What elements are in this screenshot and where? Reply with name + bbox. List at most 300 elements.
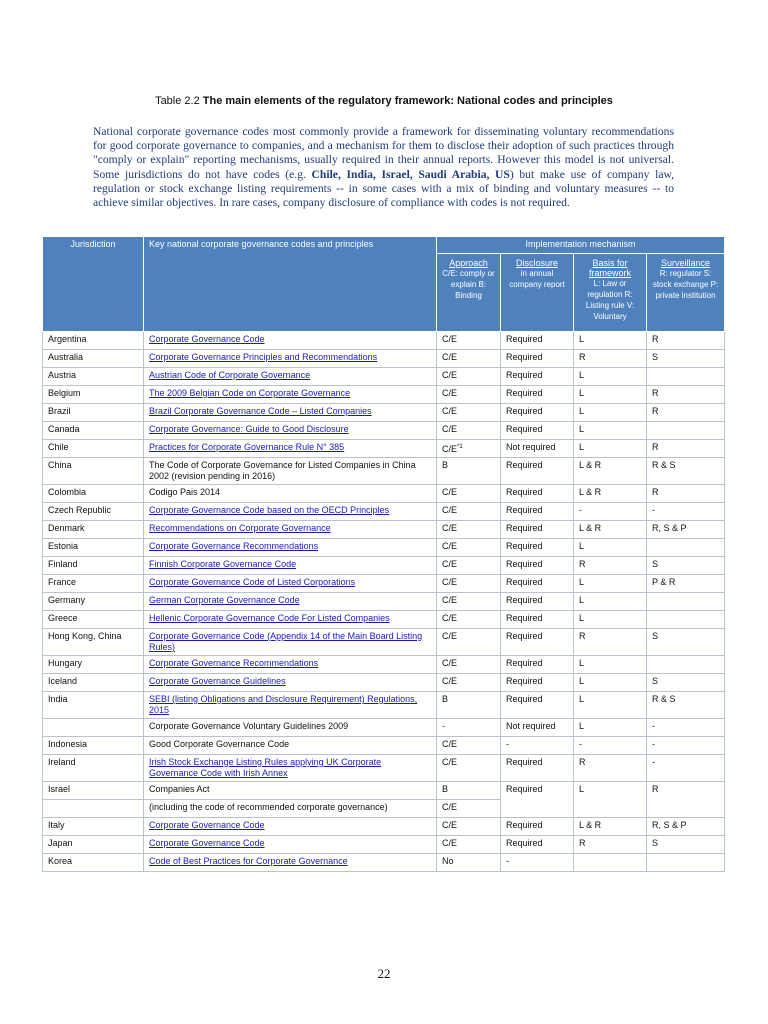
disclosure-cell-text: Required xyxy=(506,424,543,434)
jurisdiction-cell-text: Denmark xyxy=(48,523,85,533)
surveillance-cell xyxy=(647,818,725,836)
table-row xyxy=(43,692,725,719)
jurisdiction-cell-text: Korea xyxy=(48,856,73,866)
code-link[interactable]: Corporate Governance Code (Appendix 14 of the Main Board Listing Rules) xyxy=(149,631,423,652)
surveillance-cell-text: R xyxy=(652,334,659,344)
disclosure-cell xyxy=(501,674,574,692)
jurisdiction-cell-text: Colombia xyxy=(48,487,87,497)
surveillance-cell xyxy=(647,350,725,368)
jurisdiction-cell-text: Japan xyxy=(48,838,73,848)
disclosure-cell-text: Required xyxy=(506,541,543,551)
basis-cell-text: L & R xyxy=(579,820,602,830)
basis-cell-text: R xyxy=(579,838,586,848)
approach-cell-text: - xyxy=(442,721,445,731)
disclosure-cell-text: - xyxy=(506,739,509,749)
disclosure-cell xyxy=(501,593,574,611)
jurisdiction-cell xyxy=(43,674,144,692)
disclosure-cell-text: Required xyxy=(506,523,543,533)
approach-cell-text: C/E xyxy=(442,444,458,454)
basis-cell-text: L xyxy=(579,694,585,704)
disclosure-cell-text: Required xyxy=(506,505,543,515)
surveillance-cell xyxy=(647,719,725,737)
surveillance-cell xyxy=(647,503,725,521)
surveillance-cell-text: S xyxy=(652,559,659,569)
code-cell xyxy=(144,575,437,593)
basis-cell-text: L xyxy=(579,541,585,551)
table-row xyxy=(43,539,725,557)
disclosure-cell xyxy=(501,854,574,872)
basis-cell xyxy=(574,755,647,782)
basis-cell xyxy=(574,503,647,521)
code-link[interactable]: Corporate Governance Principles and Recommendations xyxy=(149,352,378,362)
code-link[interactable]: Corporate Governance Code based on the OECD Principles xyxy=(149,505,390,515)
disclosure-cell xyxy=(501,539,574,557)
disclosure-cell xyxy=(501,737,574,755)
table-row xyxy=(43,503,725,521)
basis-cell: L xyxy=(574,782,647,818)
code-cell xyxy=(144,593,437,611)
approach-cell-text: C/E xyxy=(442,523,458,533)
code-link[interactable]: Corporate Governance Code xyxy=(149,334,265,344)
basis-cell-text: L xyxy=(579,424,585,434)
approach-cell-text: C/E xyxy=(442,838,458,848)
header-approach: Approach C/E: comply or explain B: Binding xyxy=(437,254,501,332)
code-link[interactable]: The 2009 Belgian Code on Corporate Governance xyxy=(149,388,351,398)
approach-cell xyxy=(437,368,501,386)
approach-cell xyxy=(437,737,501,755)
code-cell xyxy=(144,386,437,404)
table-row xyxy=(43,674,725,692)
code-cell xyxy=(144,719,437,737)
disclosure-cell-text: Required xyxy=(506,694,543,704)
code-cell xyxy=(144,737,437,755)
header-surveillance: Surveillance R: regulator S: stock exchange P: private institution xyxy=(647,254,725,332)
surveillance-cell xyxy=(647,458,725,485)
approach-cell xyxy=(437,818,501,836)
jurisdiction-cell-text: France xyxy=(48,577,77,587)
code-cell xyxy=(144,368,437,386)
surveillance-cell xyxy=(647,485,725,503)
header-basis: Basis for framework L: Law or regulation R: Listing rule V: Voluntary xyxy=(574,254,647,332)
jurisdiction-cell-text: Indonesia xyxy=(48,739,88,749)
jurisdiction-cell-text: Hong Kong, China xyxy=(48,631,122,641)
basis-cell xyxy=(574,674,647,692)
basis-cell xyxy=(574,332,647,350)
basis-cell xyxy=(574,485,647,503)
approach-cell xyxy=(437,521,501,539)
disclosure-cell xyxy=(501,350,574,368)
surveillance-cell-text: S xyxy=(652,676,659,686)
table-row xyxy=(43,440,725,458)
code-cell-text: Corporate Governance Voluntary Guidelines 2009 xyxy=(149,721,349,731)
basis-cell-text: L xyxy=(579,406,585,416)
approach-cell: B xyxy=(437,782,501,800)
jurisdiction-cell xyxy=(43,440,144,458)
jurisdiction-cell-text: Finland xyxy=(48,559,78,569)
approach-cell-text: C/E xyxy=(442,406,458,416)
code-cell-text: The Code of Corporate Governance for Listed Companies in China 2002 (revision pending in 2016) xyxy=(149,460,416,481)
jurisdiction-cell xyxy=(43,332,144,350)
jurisdiction-cell xyxy=(43,836,144,854)
disclosure-cell xyxy=(501,719,574,737)
code-link[interactable]: Brazil Corporate Governance Code – Listed Companies xyxy=(149,406,372,416)
code-link[interactable]: Corporate Governance Recommendations xyxy=(149,541,319,551)
surveillance-cell xyxy=(647,422,725,440)
surveillance-cell-text: R xyxy=(652,406,659,416)
disclosure-cell xyxy=(501,575,574,593)
jurisdiction-cell-text: Belgium xyxy=(48,388,81,398)
disclosure-cell xyxy=(501,458,574,485)
code-link[interactable]: Austrian Code of Corporate Governance xyxy=(149,370,311,380)
surveillance-cell-text: R, S & P xyxy=(652,820,687,830)
surveillance-cell xyxy=(647,386,725,404)
basis-cell xyxy=(574,737,647,755)
jurisdiction-cell xyxy=(43,350,144,368)
approach-cell-text: C/E xyxy=(442,334,458,344)
basis-cell xyxy=(574,458,647,485)
jurisdiction-cell xyxy=(43,755,144,782)
code-cell xyxy=(144,656,437,674)
disclosure-cell-text: Required xyxy=(506,658,543,668)
disclosure-cell-text: Required xyxy=(506,838,543,848)
jurisdiction-cell xyxy=(43,656,144,674)
code-link[interactable]: Corporate Governance Code xyxy=(149,838,265,848)
disclosure-cell-text: Required xyxy=(506,388,543,398)
surveillance-cell-text: - xyxy=(652,757,655,767)
code-cell: Companies Act xyxy=(144,782,437,800)
code-cell xyxy=(144,521,437,539)
disclosure-cell-text: Required xyxy=(506,757,543,767)
basis-cell xyxy=(574,386,647,404)
basis-cell xyxy=(574,404,647,422)
header-disclosure: Disclosure in annual company report xyxy=(501,254,574,332)
approach-cell xyxy=(437,440,501,458)
jurisdiction-cell xyxy=(43,404,144,422)
surveillance-cell xyxy=(647,854,725,872)
jurisdiction-cell xyxy=(43,593,144,611)
approach-cell-text: C/E xyxy=(442,424,458,434)
code-cell xyxy=(144,503,437,521)
jurisdiction-cell-text: Austria xyxy=(48,370,77,380)
surveillance-cell xyxy=(647,440,725,458)
basis-cell-text: L xyxy=(579,334,585,344)
approach-cell xyxy=(437,692,501,719)
code-cell xyxy=(144,485,437,503)
header-codes: Key national corporate governance codes and principles xyxy=(144,237,437,332)
jurisdiction-cell xyxy=(43,458,144,485)
basis-cell-text: L xyxy=(579,595,585,605)
disclosure-cell xyxy=(501,557,574,575)
code-cell xyxy=(144,674,437,692)
approach-cell xyxy=(437,719,501,737)
table-row xyxy=(43,386,725,404)
approach-cell xyxy=(437,656,501,674)
code-cell xyxy=(144,332,437,350)
approach-cell-text: C/E xyxy=(442,487,458,497)
approach-cell xyxy=(437,836,501,854)
surveillance-cell-text: - xyxy=(652,721,655,731)
basis-cell xyxy=(574,692,647,719)
jurisdiction-cell-text: China xyxy=(48,460,72,470)
code-cell xyxy=(144,629,437,656)
table-row xyxy=(43,755,725,782)
disclosure-cell-text: Required xyxy=(506,559,543,569)
jurisdiction-cell xyxy=(43,368,144,386)
surveillance-cell-text: S xyxy=(652,631,659,641)
jurisdiction-cell-text: Australia xyxy=(48,352,84,362)
approach-cell xyxy=(437,350,501,368)
approach-cell xyxy=(437,611,501,629)
surveillance-cell-text: R & S xyxy=(652,694,676,704)
approach-cell-text: C/E xyxy=(442,739,458,749)
approach-cell-text: C/E xyxy=(442,613,458,623)
disclosure-cell xyxy=(501,422,574,440)
basis-cell xyxy=(574,836,647,854)
basis-cell xyxy=(574,818,647,836)
surveillance-cell xyxy=(647,368,725,386)
basis-cell-text: L xyxy=(579,658,585,668)
approach-cell xyxy=(437,332,501,350)
disclosure-cell xyxy=(501,386,574,404)
disclosure-cell-text: Required xyxy=(506,676,543,686)
code-cell xyxy=(144,854,437,872)
basis-cell xyxy=(574,854,647,872)
jurisdiction-cell xyxy=(43,485,144,503)
table-row xyxy=(43,818,725,836)
approach-cell xyxy=(437,539,501,557)
jurisdiction-cell-text: Hungary xyxy=(48,658,83,668)
basis-cell-text: L xyxy=(579,613,585,623)
basis-cell-text: - xyxy=(579,739,582,749)
jurisdiction-cell-text: Germany xyxy=(48,595,86,605)
disclosure-cell-text: Required xyxy=(506,460,543,470)
code-cell xyxy=(144,557,437,575)
basis-cell-text: L & R xyxy=(579,523,602,533)
page-number: 22 xyxy=(377,966,391,981)
jurisdiction-cell: Israel xyxy=(43,782,144,800)
disclosure-cell xyxy=(501,521,574,539)
code-link[interactable]: German Corporate Governance Code xyxy=(149,595,300,605)
approach-cell xyxy=(437,386,501,404)
approach-cell xyxy=(437,503,501,521)
jurisdiction-cell xyxy=(43,854,144,872)
footnote-marker: *1 xyxy=(457,444,463,450)
surveillance-cell-text: P & R xyxy=(652,577,676,587)
surveillance-cell xyxy=(647,593,725,611)
disclosure-cell xyxy=(501,836,574,854)
table-row xyxy=(43,458,725,485)
jurisdiction-cell xyxy=(43,539,144,557)
jurisdiction-cell-text: India xyxy=(48,694,68,704)
approach-cell-text: C/E xyxy=(442,595,458,605)
approach-cell-text: C/E xyxy=(442,370,458,380)
code-link[interactable]: Code of Best Practices for Corporate Governance xyxy=(149,856,348,866)
approach-cell-text: C/E xyxy=(442,631,458,641)
disclosure-cell xyxy=(501,755,574,782)
basis-cell xyxy=(574,368,647,386)
surveillance-cell xyxy=(647,611,725,629)
table-row xyxy=(43,575,725,593)
surveillance-cell-text: S xyxy=(652,838,659,848)
surveillance-cell-text: - xyxy=(652,739,655,749)
basis-cell xyxy=(574,422,647,440)
approach-cell-text: B xyxy=(442,694,449,704)
basis-cell-text: L & R xyxy=(579,460,602,470)
jurisdiction-cell xyxy=(43,818,144,836)
code-cell xyxy=(144,836,437,854)
disclosure-cell xyxy=(501,503,574,521)
disclosure-cell-text: Required xyxy=(506,487,543,497)
code-link[interactable]: Corporate Governance Guidelines xyxy=(149,676,286,686)
basis-cell-text: R xyxy=(579,631,586,641)
jurisdiction-cell-text: Canada xyxy=(48,424,80,434)
code-cell-text: Codigo Pais 2014 xyxy=(149,487,221,497)
code-cell xyxy=(144,539,437,557)
surveillance-cell: R xyxy=(647,782,725,818)
code-link[interactable]: Practices for Corporate Governance Rule N° 385 xyxy=(149,442,345,452)
surveillance-cell xyxy=(647,332,725,350)
disclosure-cell-text: Not required xyxy=(506,442,556,452)
approach-cell-text: C/E xyxy=(442,505,458,515)
table-row xyxy=(43,836,725,854)
code-link[interactable]: Finnish Corporate Governance Code xyxy=(149,559,297,569)
code-cell xyxy=(144,818,437,836)
code-link[interactable]: SEBI (listing Obligations and Disclosure Requirement) Regulations, 2015 xyxy=(149,694,418,715)
code-link[interactable]: Corporate Governance Code of Listed Corporations xyxy=(149,577,356,587)
basis-cell xyxy=(574,593,647,611)
basis-cell-text: R xyxy=(579,757,586,767)
table-row xyxy=(43,350,725,368)
header-jurisdiction: Jurisdiction xyxy=(43,237,144,332)
surveillance-cell xyxy=(647,656,725,674)
disclosure-cell xyxy=(501,404,574,422)
intro-paragraph: National corporate governance codes most commonly provide a framework for disseminating voluntary recommendations for good corporate governance to companies, and a mechanism for them to disclose their adoption of such practices through "comply or explain" reporting mechanisms, usually required in their annual reports. However this model is not universal. Some jurisdictions do not have codes (e.g. Chile, India, Israel, Saudi Arabia, US) but make use of company law, regulation or stock exchange listing requirements -- in some cases with a mix of binding and voluntary measures -- to achieve similar objectives. In rare cases, company disclosure of compliance with codes is not required. xyxy=(93,125,675,210)
surveillance-cell-text: R xyxy=(652,388,659,398)
disclosure-cell-text: Required xyxy=(506,334,543,344)
surveillance-cell xyxy=(647,521,725,539)
jurisdiction-cell xyxy=(43,737,144,755)
approach-cell xyxy=(437,674,501,692)
approach-cell-text: No xyxy=(442,856,454,866)
code-cell-text: Good Corporate Governance Code xyxy=(149,739,290,749)
disclosure-cell-text: Not required xyxy=(506,721,556,731)
table-row xyxy=(43,593,725,611)
disclosure-cell xyxy=(501,656,574,674)
approach-cell: C/E xyxy=(437,800,501,818)
approach-cell-text: B xyxy=(442,460,449,470)
disclosure-cell xyxy=(501,332,574,350)
header-implementation: Implementation mechanism xyxy=(437,237,725,254)
code-link[interactable]: Irish Stock Exchange Listing Rules applying UK Corporate Governance Code with Irish Annex xyxy=(149,757,382,778)
jurisdiction-cell xyxy=(43,386,144,404)
surveillance-cell xyxy=(647,755,725,782)
surveillance-cell xyxy=(647,404,725,422)
basis-cell xyxy=(574,539,647,557)
approach-cell xyxy=(437,854,501,872)
code-cell xyxy=(144,458,437,485)
approach-cell xyxy=(437,404,501,422)
code-link[interactable]: Hellenic Corporate Governance Code For Listed Companies xyxy=(149,613,390,623)
surveillance-cell xyxy=(647,836,725,854)
table-row xyxy=(43,332,725,350)
approach-cell-text: C/E xyxy=(442,658,458,668)
code-cell xyxy=(144,404,437,422)
surveillance-cell xyxy=(647,674,725,692)
disclosure-cell-text: Required xyxy=(506,595,543,605)
surveillance-cell xyxy=(647,737,725,755)
surveillance-cell-text: R xyxy=(652,487,659,497)
table-row xyxy=(43,422,725,440)
disclosure-cell-text: Required xyxy=(506,613,543,623)
approach-cell-text: C/E xyxy=(442,820,458,830)
approach-cell-text: C/E xyxy=(442,559,458,569)
jurisdiction-cell xyxy=(43,521,144,539)
table-row xyxy=(43,557,725,575)
basis-cell-text: R xyxy=(579,559,586,569)
basis-cell xyxy=(574,557,647,575)
approach-cell xyxy=(437,575,501,593)
code-link[interactable]: Corporate Governance Code xyxy=(149,820,265,830)
basis-cell-text: L xyxy=(579,370,585,380)
jurisdiction-cell-text: Greece xyxy=(48,613,78,623)
code-link[interactable]: Corporate Governance: Guide to Good Disclosure xyxy=(149,424,349,434)
surveillance-cell xyxy=(647,629,725,656)
disclosure-cell-text: Required xyxy=(506,406,543,416)
jurisdiction-cell xyxy=(43,503,144,521)
surveillance-cell-text: - xyxy=(652,505,655,515)
code-cell xyxy=(144,422,437,440)
table-row xyxy=(43,611,725,629)
basis-cell-text: L xyxy=(579,721,585,731)
disclosure-cell xyxy=(501,368,574,386)
surveillance-cell xyxy=(647,557,725,575)
code-link[interactable]: Corporate Governance Recommendations xyxy=(149,658,319,668)
code-link[interactable]: Recommendations on Corporate Governance xyxy=(149,523,331,533)
approach-cell-text: C/E xyxy=(442,388,458,398)
basis-cell-text: L & R xyxy=(579,487,602,497)
approach-cell xyxy=(437,422,501,440)
code-cell xyxy=(144,755,437,782)
surveillance-cell-text: R & S xyxy=(652,460,676,470)
surveillance-cell xyxy=(647,539,725,557)
approach-cell-text: C/E xyxy=(442,676,458,686)
approach-cell xyxy=(437,458,501,485)
table-row xyxy=(43,629,725,656)
approach-cell xyxy=(437,485,501,503)
surveillance-cell-text: S xyxy=(652,352,659,362)
basis-cell-text: L xyxy=(579,676,585,686)
basis-cell xyxy=(574,575,647,593)
table-row xyxy=(43,404,725,422)
approach-cell-text: C/E xyxy=(442,541,458,551)
surveillance-cell-text: R xyxy=(652,442,659,452)
approach-cell xyxy=(437,593,501,611)
approach-cell-text: C/E xyxy=(442,352,458,362)
surveillance-cell xyxy=(647,692,725,719)
approach-cell-text: C/E xyxy=(442,577,458,587)
code-cell: (including the code of recommended corporate governance) xyxy=(144,800,437,818)
basis-cell xyxy=(574,440,647,458)
table-row xyxy=(43,854,725,872)
disclosure-cell-text: Required xyxy=(506,577,543,587)
code-cell xyxy=(144,611,437,629)
disclosure-cell-text: Required xyxy=(506,820,543,830)
table-row xyxy=(43,737,725,755)
table-row xyxy=(43,485,725,503)
jurisdiction-cell xyxy=(43,575,144,593)
code-cell xyxy=(144,350,437,368)
disclosure-cell xyxy=(501,629,574,656)
